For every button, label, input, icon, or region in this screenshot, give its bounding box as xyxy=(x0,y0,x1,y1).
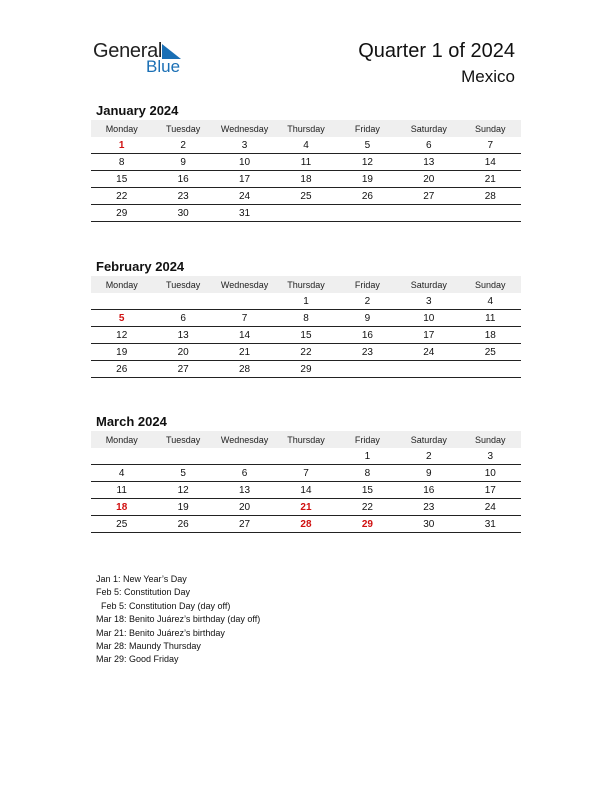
weekday-header: Tuesday xyxy=(152,276,213,293)
day-cell: 15 xyxy=(91,171,152,188)
day-cell: 8 xyxy=(275,310,336,327)
day-cell: 18 xyxy=(275,171,336,188)
weekday-header: Monday xyxy=(91,120,152,137)
day-cell: 2 xyxy=(398,448,459,465)
day-cell: 27 xyxy=(398,188,459,205)
day-cell: 30 xyxy=(398,516,459,533)
day-cell: 14 xyxy=(214,327,275,344)
month-table xyxy=(91,276,521,378)
day-cell xyxy=(152,448,213,465)
weekday-header: Thursday xyxy=(275,431,336,448)
day-cell: 6 xyxy=(214,465,275,482)
month-table xyxy=(91,431,521,533)
day-cell: 5 xyxy=(91,310,152,327)
logo-word-general: General xyxy=(93,40,163,62)
day-cell: 26 xyxy=(91,361,152,378)
day-cell: 13 xyxy=(214,482,275,499)
day-cell: 16 xyxy=(337,327,398,344)
day-cell: 14 xyxy=(275,482,336,499)
day-cell: 11 xyxy=(275,154,336,171)
weekday-header: Sunday xyxy=(460,120,521,137)
weekday-header: Wednesday xyxy=(214,276,275,293)
day-cell: 8 xyxy=(337,465,398,482)
day-cell: 25 xyxy=(91,516,152,533)
day-cell: 24 xyxy=(398,344,459,361)
day-cell: 23 xyxy=(152,188,213,205)
holiday-note: Feb 5: Constitution Day xyxy=(96,587,191,598)
weekday-header: Thursday xyxy=(275,120,336,137)
day-cell xyxy=(152,293,213,310)
weekday-header: Saturday xyxy=(398,120,459,137)
generalblue-logo xyxy=(93,40,193,78)
day-cell: 30 xyxy=(152,205,213,222)
day-cell: 29 xyxy=(91,205,152,222)
day-cell: 10 xyxy=(460,465,521,482)
day-cell: 12 xyxy=(337,154,398,171)
day-cell: 6 xyxy=(152,310,213,327)
day-cell: 13 xyxy=(398,154,459,171)
day-cell: 29 xyxy=(275,361,336,378)
day-cell: 6 xyxy=(398,137,459,154)
holiday-note: Mar 21: Benito Juárez’s birthday xyxy=(96,627,225,638)
day-cell: 15 xyxy=(275,327,336,344)
day-cell: 17 xyxy=(460,482,521,499)
day-cell: 28 xyxy=(275,516,336,533)
week-row xyxy=(91,448,521,465)
day-cell: 31 xyxy=(460,516,521,533)
day-cell: 10 xyxy=(214,154,275,171)
day-cell: 19 xyxy=(91,344,152,361)
holiday-note: Mar 29: Good Friday xyxy=(96,654,179,665)
weekday-header: Monday xyxy=(91,276,152,293)
week-row xyxy=(91,205,521,222)
month-calendar xyxy=(91,413,521,533)
day-cell: 4 xyxy=(275,137,336,154)
weekday-header: Wednesday xyxy=(214,120,275,137)
weekday-header: Monday xyxy=(91,431,152,448)
weekday-header: Tuesday xyxy=(152,431,213,448)
day-cell xyxy=(214,448,275,465)
country-name: Mexico xyxy=(461,67,515,86)
week-row xyxy=(91,327,521,344)
day-cell: 13 xyxy=(152,327,213,344)
day-cell: 27 xyxy=(152,361,213,378)
day-cell: 9 xyxy=(398,465,459,482)
day-cell: 22 xyxy=(91,188,152,205)
day-cell: 17 xyxy=(398,327,459,344)
day-cell: 3 xyxy=(398,293,459,310)
day-cell: 24 xyxy=(460,499,521,516)
day-cell xyxy=(214,293,275,310)
day-cell: 2 xyxy=(337,293,398,310)
day-cell: 17 xyxy=(214,171,275,188)
day-cell xyxy=(398,205,459,222)
day-cell: 4 xyxy=(91,465,152,482)
day-cell: 21 xyxy=(460,171,521,188)
day-cell xyxy=(337,361,398,378)
day-cell: 26 xyxy=(152,516,213,533)
day-cell xyxy=(337,205,398,222)
month-title: January 2024 xyxy=(96,103,179,118)
weekday-header: Tuesday xyxy=(152,120,213,137)
day-cell: 28 xyxy=(214,361,275,378)
week-row xyxy=(91,499,521,516)
day-cell: 3 xyxy=(214,137,275,154)
week-row xyxy=(91,361,521,378)
day-cell: 20 xyxy=(152,344,213,361)
weekday-header: Thursday xyxy=(275,276,336,293)
day-cell: 18 xyxy=(91,499,152,516)
day-cell xyxy=(275,205,336,222)
day-cell: 16 xyxy=(398,482,459,499)
day-cell: 19 xyxy=(152,499,213,516)
day-cell xyxy=(460,205,521,222)
logo-word-blue: Blue xyxy=(146,57,181,76)
month-calendar xyxy=(91,102,521,222)
day-cell: 10 xyxy=(398,310,459,327)
week-row xyxy=(91,137,521,154)
day-cell: 7 xyxy=(460,137,521,154)
day-cell: 5 xyxy=(152,465,213,482)
day-cell: 23 xyxy=(337,344,398,361)
week-row xyxy=(91,344,521,361)
day-cell xyxy=(275,448,336,465)
month-calendar xyxy=(91,258,521,378)
day-cell: 11 xyxy=(460,310,521,327)
week-row xyxy=(91,188,521,205)
day-cell: 20 xyxy=(214,499,275,516)
day-cell: 12 xyxy=(91,327,152,344)
holiday-note: Feb 5: Constitution Day (day off) xyxy=(101,600,231,611)
day-cell: 21 xyxy=(275,499,336,516)
day-cell: 27 xyxy=(214,516,275,533)
weekday-header: Friday xyxy=(337,276,398,293)
weekday-header: Saturday xyxy=(398,431,459,448)
day-cell xyxy=(91,448,152,465)
holiday-note: Mar 18: Benito Juárez’s birthday (day off) xyxy=(96,614,261,625)
day-cell: 28 xyxy=(460,188,521,205)
day-cell: 9 xyxy=(337,310,398,327)
week-row xyxy=(91,482,521,499)
day-cell: 8 xyxy=(91,154,152,171)
month-table xyxy=(91,120,521,222)
day-cell: 26 xyxy=(337,188,398,205)
day-cell: 4 xyxy=(460,293,521,310)
day-cell: 1 xyxy=(337,448,398,465)
week-row xyxy=(91,310,521,327)
day-cell: 1 xyxy=(91,137,152,154)
day-cell: 14 xyxy=(460,154,521,171)
day-cell: 16 xyxy=(152,171,213,188)
day-cell: 19 xyxy=(337,171,398,188)
day-cell: 21 xyxy=(214,344,275,361)
weekday-header: Sunday xyxy=(460,276,521,293)
month-title: February 2024 xyxy=(96,259,185,274)
week-row xyxy=(91,154,521,171)
weekday-header: Sunday xyxy=(460,431,521,448)
day-cell: 7 xyxy=(275,465,336,482)
weekday-header: Friday xyxy=(337,120,398,137)
day-cell: 7 xyxy=(214,310,275,327)
day-cell: 20 xyxy=(398,171,459,188)
weekday-header: Wednesday xyxy=(214,431,275,448)
day-cell: 31 xyxy=(214,205,275,222)
day-cell: 5 xyxy=(337,137,398,154)
week-row xyxy=(91,293,521,310)
holiday-note: Mar 28: Maundy Thursday xyxy=(96,641,201,652)
week-row xyxy=(91,516,521,533)
week-row xyxy=(91,171,521,188)
weekday-header: Saturday xyxy=(398,276,459,293)
holiday-note: Jan 1: New Year’s Day xyxy=(96,574,187,584)
day-cell: 22 xyxy=(275,344,336,361)
day-cell xyxy=(460,361,521,378)
day-cell: 11 xyxy=(91,482,152,499)
day-cell: 18 xyxy=(460,327,521,344)
weekday-header: Friday xyxy=(337,431,398,448)
holiday-notes xyxy=(96,573,260,667)
day-cell: 25 xyxy=(460,344,521,361)
day-cell: 2 xyxy=(152,137,213,154)
month-title: March 2024 xyxy=(96,414,167,429)
day-cell: 29 xyxy=(337,516,398,533)
day-cell: 25 xyxy=(275,188,336,205)
day-cell: 23 xyxy=(398,499,459,516)
page-title: Quarter 1 of 2024 xyxy=(358,40,515,62)
day-cell: 1 xyxy=(275,293,336,310)
day-cell: 22 xyxy=(337,499,398,516)
week-row xyxy=(91,465,521,482)
day-cell xyxy=(91,293,152,310)
day-cell: 12 xyxy=(152,482,213,499)
day-cell: 9 xyxy=(152,154,213,171)
day-cell: 3 xyxy=(460,448,521,465)
day-cell: 24 xyxy=(214,188,275,205)
day-cell: 15 xyxy=(337,482,398,499)
day-cell xyxy=(398,361,459,378)
